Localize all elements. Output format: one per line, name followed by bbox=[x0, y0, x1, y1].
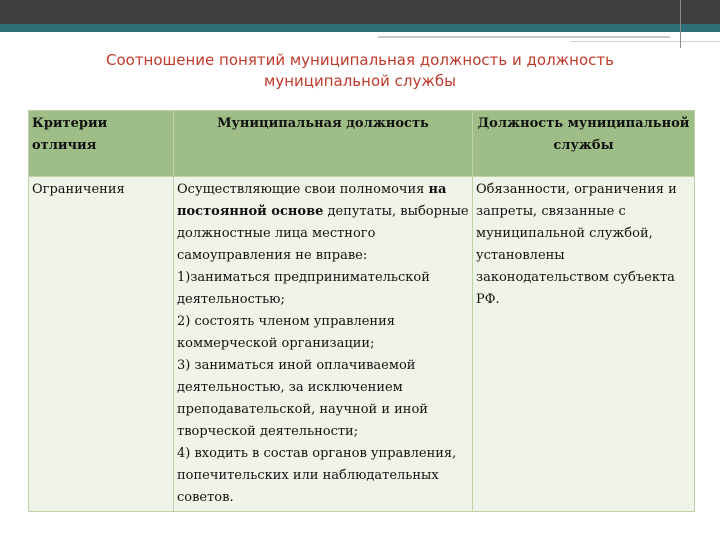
header-municipal-service-position: Должность муниципальной службы bbox=[473, 111, 695, 177]
municipal-position-cell bbox=[174, 177, 473, 512]
header-criteria: Критерии отличия bbox=[29, 111, 174, 177]
decorative-corner bbox=[680, 0, 719, 48]
municipal-bold-text: на постоянной основе bbox=[177, 182, 447, 219]
comparison-table bbox=[28, 110, 695, 512]
restriction-item: 1)заниматься предпринимательской деятельностью; bbox=[177, 270, 430, 307]
title-line-1: Соотношение понятий муниципальная должность и должность bbox=[105, 51, 614, 69]
table-header-row bbox=[29, 111, 695, 177]
title-line-2: муниципальной службы bbox=[264, 72, 456, 90]
header-municipal-position: Муниципальная должность bbox=[174, 111, 473, 177]
restriction-item: 4) входить в состав органов управления, попечительских или наблюдательных советов. bbox=[177, 446, 457, 505]
municipal-service-cell: Обязанности, ограничения и запреты, связанные с муниципальной службой, установлены законодательством субъекта РФ. bbox=[473, 177, 695, 512]
top-teal-bar bbox=[0, 24, 720, 32]
municipal-rest-text: депутаты, выборные должностные лица местного самоуправления не вправе: bbox=[177, 204, 469, 263]
restriction-item: 3) заниматься иной оплачиваемой деятельностью, за исключением преподавательской, научной и иной творческой деятельности; bbox=[177, 358, 428, 439]
criterion-cell: Ограничения bbox=[29, 177, 174, 512]
municipal-intro-text: Осуществляющие свои полномочия bbox=[177, 182, 429, 197]
restriction-item: 2) состоять членом управления коммерческой организации; bbox=[177, 314, 395, 351]
slide-title bbox=[40, 50, 680, 92]
table-row bbox=[29, 177, 695, 512]
decorative-line bbox=[378, 36, 670, 38]
top-dark-bar bbox=[0, 0, 720, 24]
